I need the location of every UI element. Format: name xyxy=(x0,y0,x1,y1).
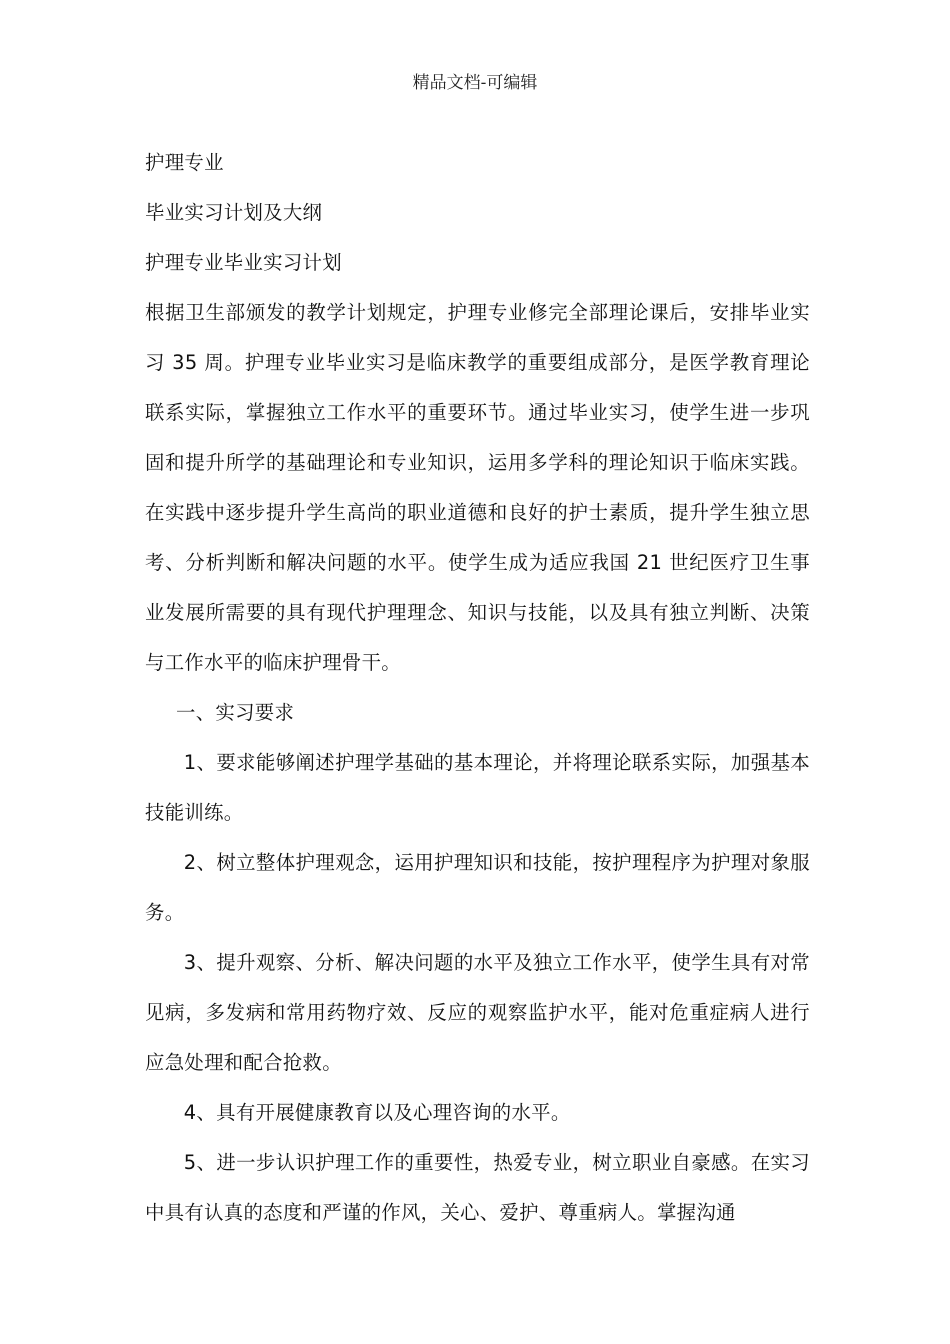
requirement-item-4: 4、具有开展健康教育以及心理咨询的水平。 xyxy=(183,1101,571,1124)
requirement-item-2: 2、树立整体护理观念，运用护理知识和技能，按护理程序为护理对象服务。 xyxy=(145,851,810,924)
intro-paragraph: 根据卫生部颁发的教学计划规定，护理专业修完全部理论课后，安排毕业实习 35 周。护理专业毕业实习是临床教学的重要组成部分，是医学教育理论联系实际，掌握独立工作水平的重要环节。通过毕业实习，使学生进一步巩固和提升所学的基础理论和专业知识，运用多学科的理论知识于临床实践。在实践中逐步提升学生高尚的职业道德和良好的护士素质，提升学生独立思考、分析判断和解决问题的水平。使学生成为适应我国 21 世纪医疗卫生事业发展所需要的具有现代护理理念、知识与技能，以及具有独立判断、决策与工作水平的临床护理骨干。 xyxy=(145,301,810,674)
requirement-item-3: 3、提升观察、分析、解决问题的水平及独立工作水平，使学生具有对常见病，多发病和常用药物疗效、反应的观察监护水平，能对危重症病人进行应急处理和配合抢救。 xyxy=(145,951,810,1074)
title-plan-outline: 毕业实习计划及大纲 xyxy=(145,201,323,224)
document-body xyxy=(145,138,810,1238)
requirement-item-1: 1、要求能够阐述护理学基础的基本理论，并将理论联系实际，加强基本技能训练。 xyxy=(145,751,810,824)
requirement-item-5: 5、进一步认识护理工作的重要性，热爱专业，树立职业自豪感。在实习中具有认真的态度和严谨的作风，关心、爱护、尊重病人。掌握沟通 xyxy=(145,1151,810,1224)
title-major: 护理专业 xyxy=(145,151,224,174)
section-heading-requirements: 一、实习要求 xyxy=(176,701,295,724)
title-internship-plan: 护理专业毕业实习计划 xyxy=(145,251,342,274)
page-header: 精品文档-可编辑 xyxy=(412,73,538,93)
